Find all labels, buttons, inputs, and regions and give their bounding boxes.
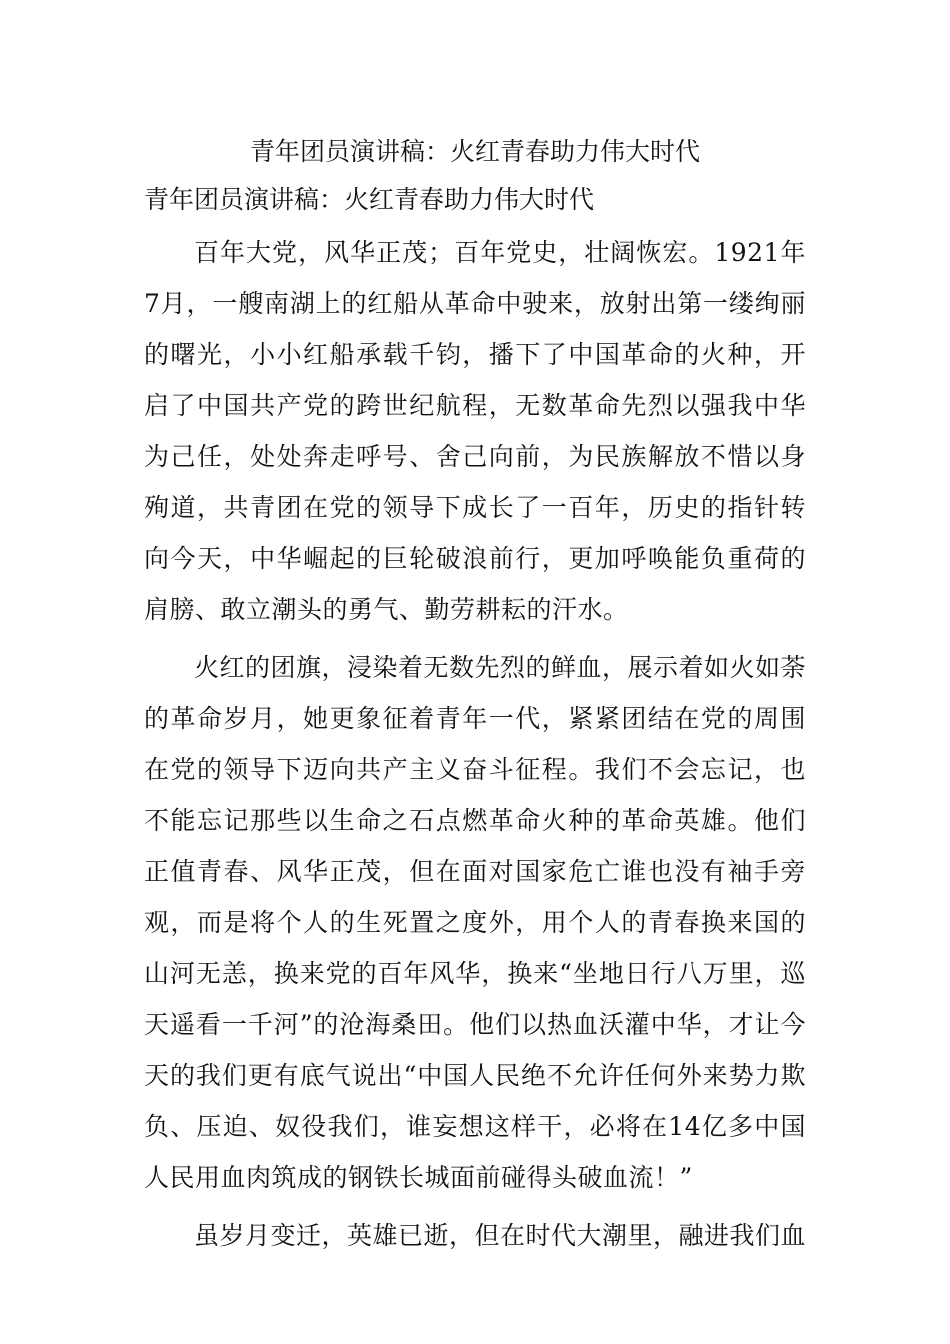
paragraph-2: 火红的团旗，浸染着无数先烈的鲜血，展示着如火如荼的革命岁月，她更象征着青年一代，紧紧团结在党的周围在党的领导下迈向共产主义奋斗征程。我们不会忘记，也不能忘记那些以生命之石点燃革命火种的革命英雄。他们正值青春、风华正茂，但在面对国家危亡谁也没有袖手旁观，而是将个人的生死置之度外，用个人的青春换来国的山河无恙，换来党的百年风华，换来“坐地日行八万里，巡天遥看一千河”的沧海桑田。他们以热血沃灌中华，才让今天的我们更有底气说出“中国人民绝不允许任何外来势力欺负、压迫、奴役我们，谁妄想这样干，必将在14亿多中国人民用血肉筑成的钢铁长城面前碰得头破血流！”: [144, 653, 807, 1192]
document-subtitle: 青年团员演讲稿：火红青春助力伟大时代: [144, 185, 595, 214]
paragraph-1: 百年大党，风华正茂；百年党史，壮阔恢宏。1921年7月，一艘南湖上的红船从革命中驶来，放射出第一缕绚丽的曙光，小小红船承载千钧，播下了中国革命的火种，开启了中国共产党的跨世纪航程，无数革命先烈以强我中华为己任，处处奔走呼号、舍己向前，为民族解放不惜以身殉道，共青团在党的领导下成长了一百年，历史的指针转向今天，中华崛起的巨轮破浪前行，更加呼唤能负重荷的肩膀、敢立潮头的勇气、勤劳耕耘的汗水。: [144, 238, 806, 624]
document-title: 青年团员演讲稿：火红青春助力伟大时代: [249, 137, 700, 166]
document-body: [144, 227, 806, 1261]
paragraph-3: 虽岁月变迁，英雄已逝，但在时代大潮里，融进我们血: [194, 1221, 807, 1250]
